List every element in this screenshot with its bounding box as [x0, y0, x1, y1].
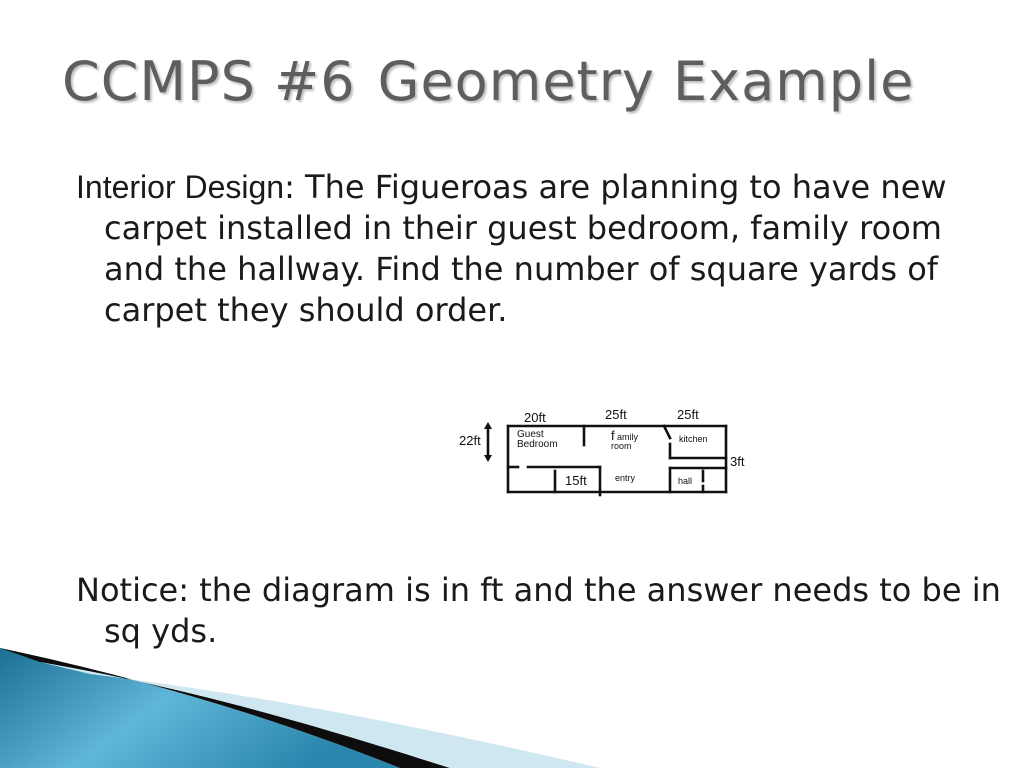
dim-guest-width: 20ft [524, 410, 546, 425]
dim-hall-width: 3ft [730, 454, 745, 469]
slide-title [62, 50, 914, 113]
room-kitchen-label: kitchen [679, 434, 708, 444]
title-part-1: CCMPS #6 [62, 50, 356, 113]
problem-paragraph [76, 167, 1004, 331]
title-part-2: Geometry Example [377, 50, 915, 113]
room-entry-label: entry [615, 473, 636, 483]
problem-label-separator: : [284, 168, 295, 206]
decorative-swoosh [0, 640, 1024, 768]
dim-kitchen-width: 25ft [677, 407, 699, 422]
room-family-room-label: room [611, 441, 632, 451]
dim-height: 22ft [459, 433, 481, 448]
room-family-label: amily [617, 432, 639, 442]
dim-family-width: 25ft [605, 407, 627, 422]
room-family-initial: f [611, 428, 615, 443]
problem-label: Interior Design [76, 169, 285, 205]
room-hall-label: hall [678, 476, 693, 486]
room-guest-label: Guest [517, 429, 544, 440]
dim-entry-width: 15ft [565, 473, 587, 488]
dimension-arrow-up-icon [484, 422, 492, 429]
problem-text: The Figueroas are planning to have new carpet installed in their guest bedroom, family room and the hallway. Find the number of square yards of carpet they should order. [104, 168, 947, 329]
notice-paragraph: Notice: the diagram is in ft and the answer needs to be in sq yds. [76, 571, 1001, 650]
dimension-arrow-down-icon [484, 455, 492, 462]
floor-plan-diagram [456, 405, 766, 505]
room-bedroom-label: Bedroom [517, 439, 558, 450]
